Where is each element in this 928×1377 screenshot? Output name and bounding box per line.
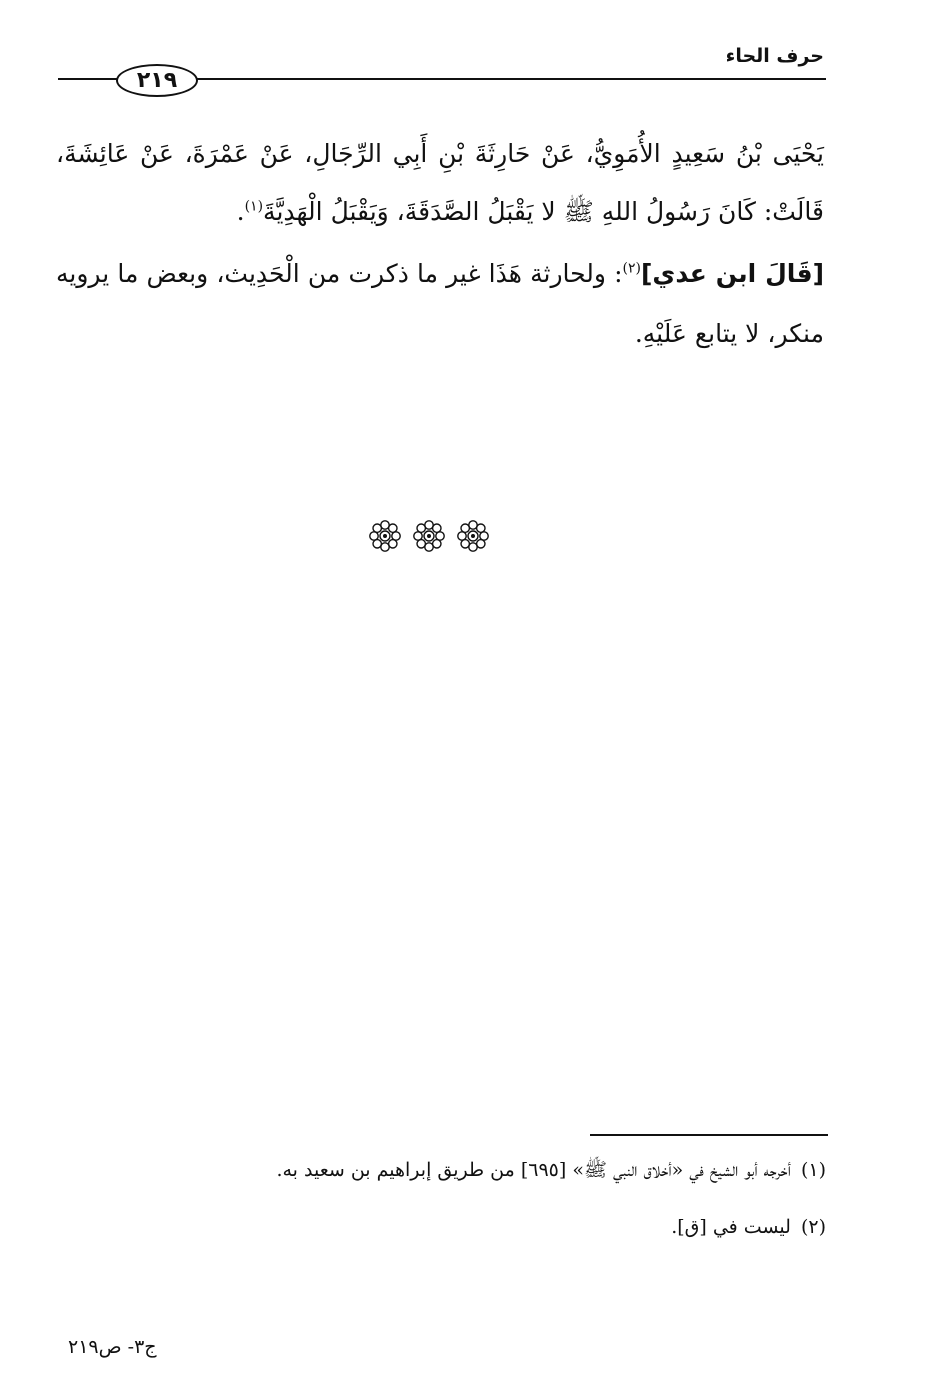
body-line-1: يَحْيَى بْنُ سَعِيدٍ الأُمَوِيُّ، عَنْ حَارِثَةَ بْنِ أَبِي الرِّجَالِ، عَنْ عَمْرَةَ، عَنْ عَائِشَةَ، xyxy=(56,139,824,168)
footnote-2-text: ليست في [ق]. xyxy=(671,1216,791,1238)
footnote-2 xyxy=(671,1212,826,1242)
rosette-ornament-icon xyxy=(368,519,402,553)
body-line-2-period: . xyxy=(236,197,245,226)
footnote-ref-1[interactable]: (١) xyxy=(244,198,264,215)
footnote-1-number: (١) xyxy=(800,1159,826,1181)
volume-page-marker: ج٣- ص٢١٩ xyxy=(68,1336,157,1358)
footnote-1 xyxy=(276,1155,826,1185)
page-number: ٢١٩ xyxy=(136,67,178,93)
body-line-2 xyxy=(237,192,824,232)
footnote-1-text: أخرجه أبو الشيخ في «أخلاق النبي ﷺ» [٦٩٥] من طريق إبراهيم بن سعيد به. xyxy=(276,1159,791,1181)
page-number-badge xyxy=(116,64,198,97)
section-end-ornament xyxy=(368,518,490,554)
footnote-2-number: (٢) xyxy=(800,1216,826,1238)
body-line-3-text: : ولحارثة هَذَا غير ما ذكرت من الْحَدِيث، وبعض ما يرويه xyxy=(56,259,623,288)
body-line-2-text: قَالَتْ: كَانَ رَسُولُ اللهِ ﷺ لا يَقْبَلُ الصَّدَقَةَ، وَيَقْبَلُ الْهَدِيَّةَ xyxy=(263,197,824,226)
footnote-ref-2[interactable]: (٢) xyxy=(622,260,641,277)
rosette-ornament-icon xyxy=(456,519,490,553)
running-header: حرف الحاء xyxy=(725,45,824,67)
source-attribution: [قَالَ ابن عدي] xyxy=(641,259,824,288)
rosette-ornament-icon xyxy=(412,519,446,553)
body-line-3 xyxy=(56,254,824,294)
footnote-separator xyxy=(590,1134,828,1136)
body-line-4: منكر، لا يتابع عَلَيْهِ. xyxy=(634,319,824,348)
